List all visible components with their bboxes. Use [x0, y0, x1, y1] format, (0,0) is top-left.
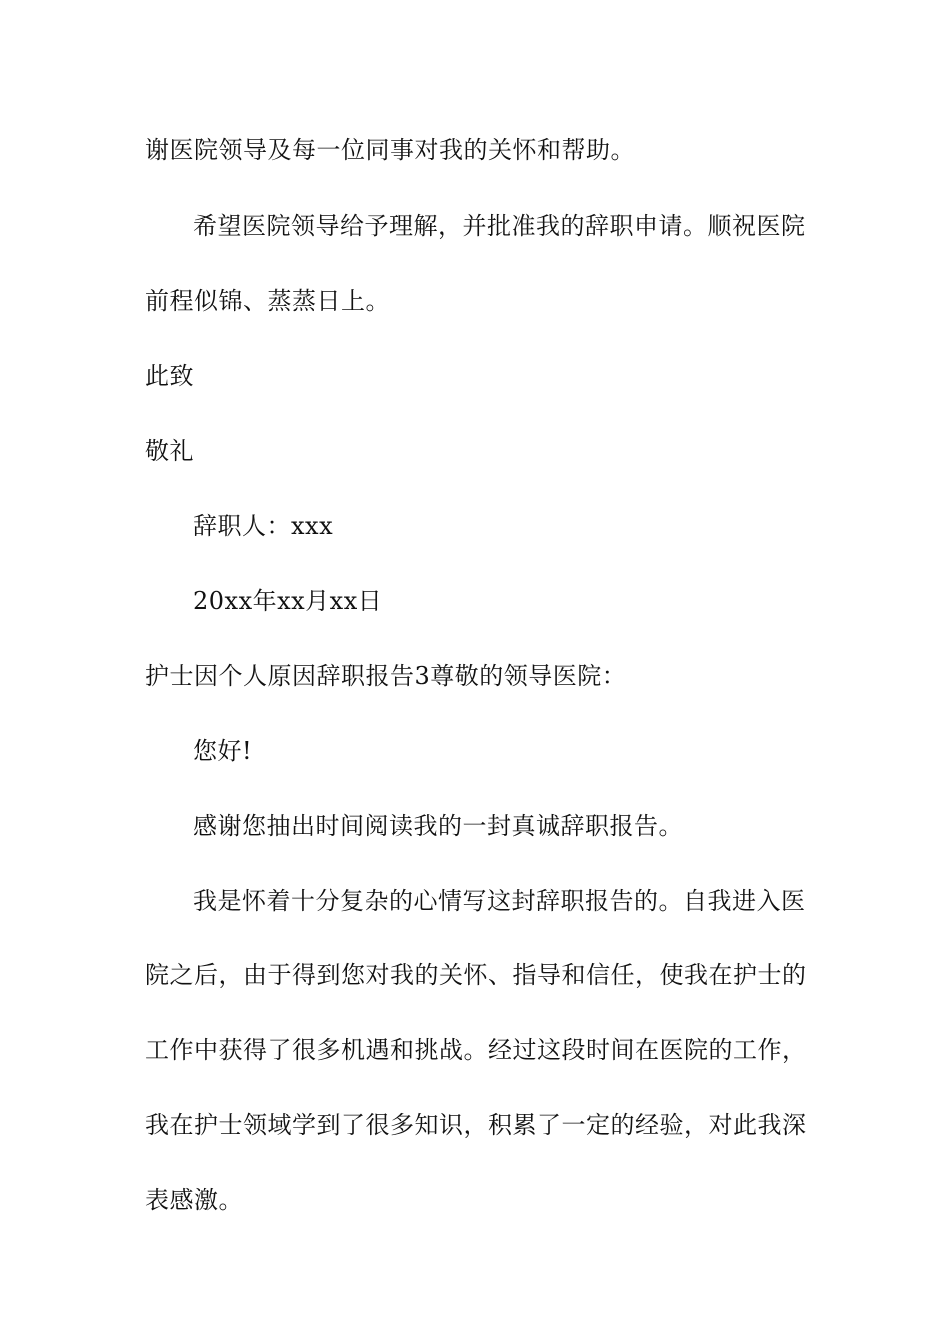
paragraph-line: 感谢您抽出时间阅读我的一封真诚辞职报告。: [193, 812, 683, 840]
closing-regards: 敬礼: [145, 437, 194, 465]
closing-salutation: 此致: [145, 362, 194, 390]
paragraph-line: 希望医院领导给予理解，并批准我的辞职申请。顺祝医院: [193, 212, 806, 240]
paragraph-line: 前程似锦、蒸蒸日上。: [145, 287, 390, 315]
paragraph-line: 工作中获得了很多机遇和挑战。经过这段时间在医院的工作，: [145, 1036, 807, 1064]
signature-date: 20xx年xx月xx日: [193, 587, 383, 615]
paragraph-line: 院之后，由于得到您对我的关怀、指导和信任，使我在护士的: [145, 961, 807, 989]
paragraph-line: 我在护士领域学到了很多知识，积累了一定的经验，对此我深: [145, 1111, 807, 1139]
signature-name: 辞职人：xxx: [193, 512, 334, 540]
section-heading: 护士因个人原因辞职报告3尊敬的领导医院：: [145, 662, 627, 690]
greeting: 您好!: [193, 737, 253, 765]
paragraph-line: 表感激。: [145, 1186, 243, 1214]
paragraph-line: 我是怀着十分复杂的心情写这封辞职报告的。自我进入医: [193, 887, 806, 915]
paragraph-line: 谢医院领导及每一位同事对我的关怀和帮助。: [145, 136, 635, 164]
